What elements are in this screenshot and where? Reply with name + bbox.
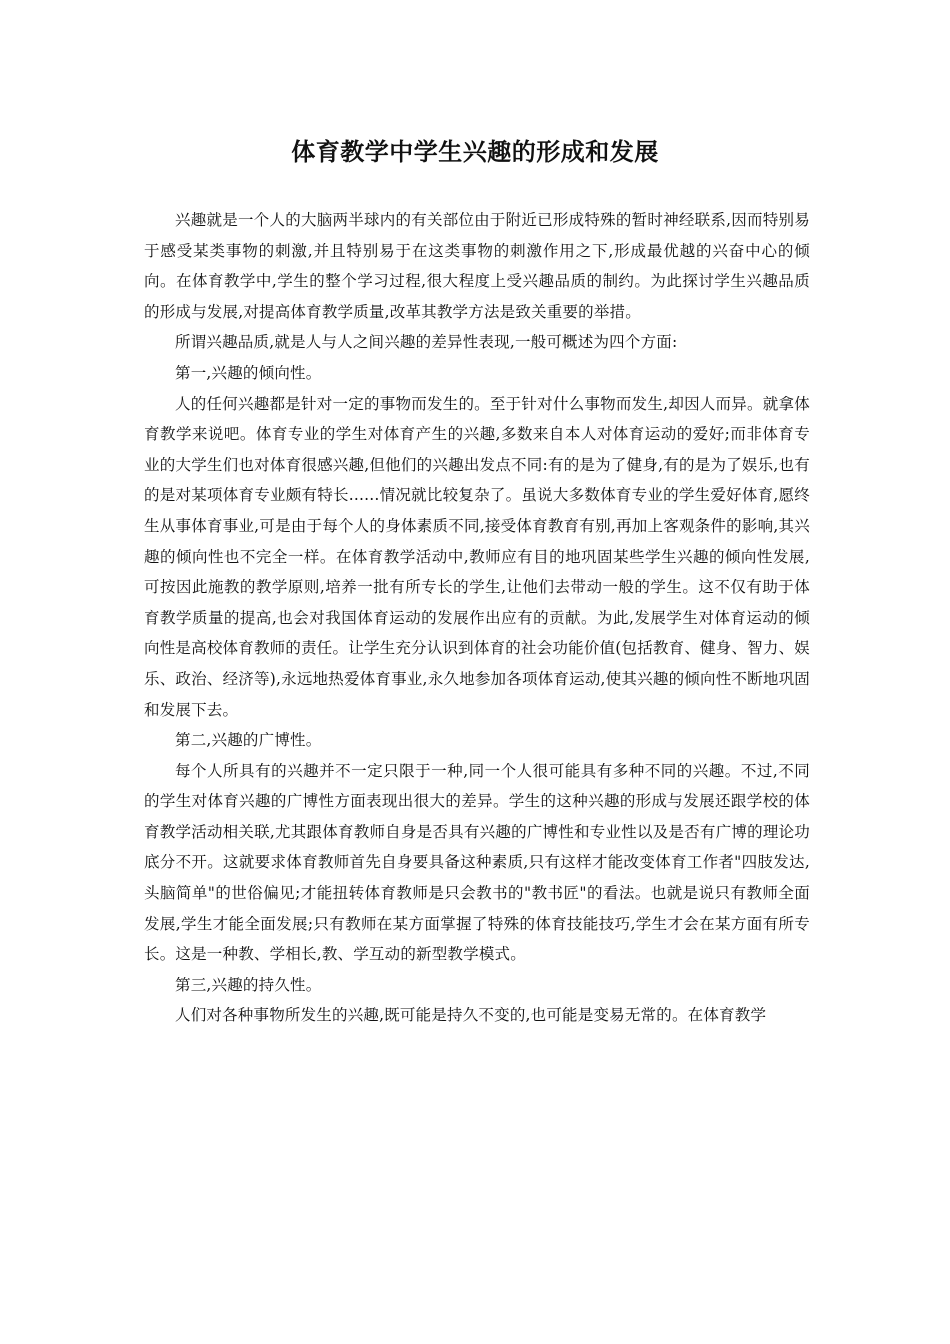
paragraph-tendency: 人的任何兴趣都是针对一定的事物而发生的。至于针对什么事物而发生,却因人而异。就拿体育教学来说吧。体育专业的学生对体育产生的兴趣,多数来自本人对体育运动的爱好;而非体育专业的大学生们也对体育很感兴趣,但他们的兴趣出发点不同:有的是为了健身,有的是为了娱乐,也有的是对某项体育专业颇有特长......情况就比较复杂了。虽说大多数体育专业的学生爱好体育,愿终生从事体育事业,可是由于每个人的身体素质不同,接受体育教育有别,再加上客观条件的影响,其兴趣的倾向性也不完全一样。在体育教学活动中,教师应有目的地巩固某些学生兴趣的倾向性发展,可按因此施教的教学原则,培养一批有所专长的学生,让他们去带动一般的学生。这不仅有助于体育教学质量的提高,也会对我国体育运动的发展作出应有的贡献。为此,发展学生对体育运动的倾向性是高校体育教师的责任。让学生充分认识到体育的社会功能价值(包括教育、健身、智力、娱乐、政治、经济等),永远地热爱体育事业,永久地参加各项体育运动,使其兴趣的倾向性不断地巩固和发展下去。 xyxy=(144,394,810,719)
paragraph-breadth: 每个人所具有的兴趣并不一定只限于一种,同一个人很可能具有多种不同的兴趣。不过,不同的学生对体育兴趣的广博性方面表现出很大的差异。学生的这种兴趣的形成与发展还跟学校的体育教学活动相关联,尤其跟体育教师自身是否具有兴趣的广博性和专业性以及是否有广博的理论功底分不开。这就要求体育教师首先自身要具备这种素质,只有这样才能改变体育工作者"四肢发达,头脑简单"的世俗偏见;才能扭转体育教师是只会教书的"教书匠"的看法。也就是说只有教师全面发展,学生才能全面发展;只有教师在某方面掌握了特殊的体育技能技巧,学生才会在某方面有所专长。这是一种教、学相长,教、学互动的新型教学模式。 xyxy=(144,761,810,964)
paragraph-definition: 所谓兴趣品质,就是人与人之间兴趣的差异性表现,一般可概述为四个方面: xyxy=(175,333,678,352)
document-body xyxy=(144,205,810,1031)
section-heading-tendency: 第一,兴趣的倾向性。 xyxy=(175,363,322,382)
section-heading-persistence: 第三,兴趣的持久性。 xyxy=(175,975,322,994)
paragraph-intro: 兴趣就是一个人的大脑两半球内的有关部位由于附近已形成特殊的暂时神经联系,因而特别易于感受某类事物的刺激,并且特别易于在这类事物的刺激作用之下,形成最优越的兴奋中心的倾向。在体育教学中,学生的整个学习过程,很大程度上受兴趣品质的制约。为此探讨学生兴趣品质的形成与发展,对提高体育教学质量,改革其教学方法是致关重要的举措。 xyxy=(144,211,810,321)
paragraph-persistence: 人们对各种事物所发生的兴趣,既可能是持久不变的,也可能是变易无常的。在体育教学 xyxy=(175,1006,767,1025)
document-title: 体育教学中学生兴趣的形成和发展 xyxy=(291,137,659,166)
section-heading-breadth: 第二,兴趣的广博性。 xyxy=(175,731,322,750)
